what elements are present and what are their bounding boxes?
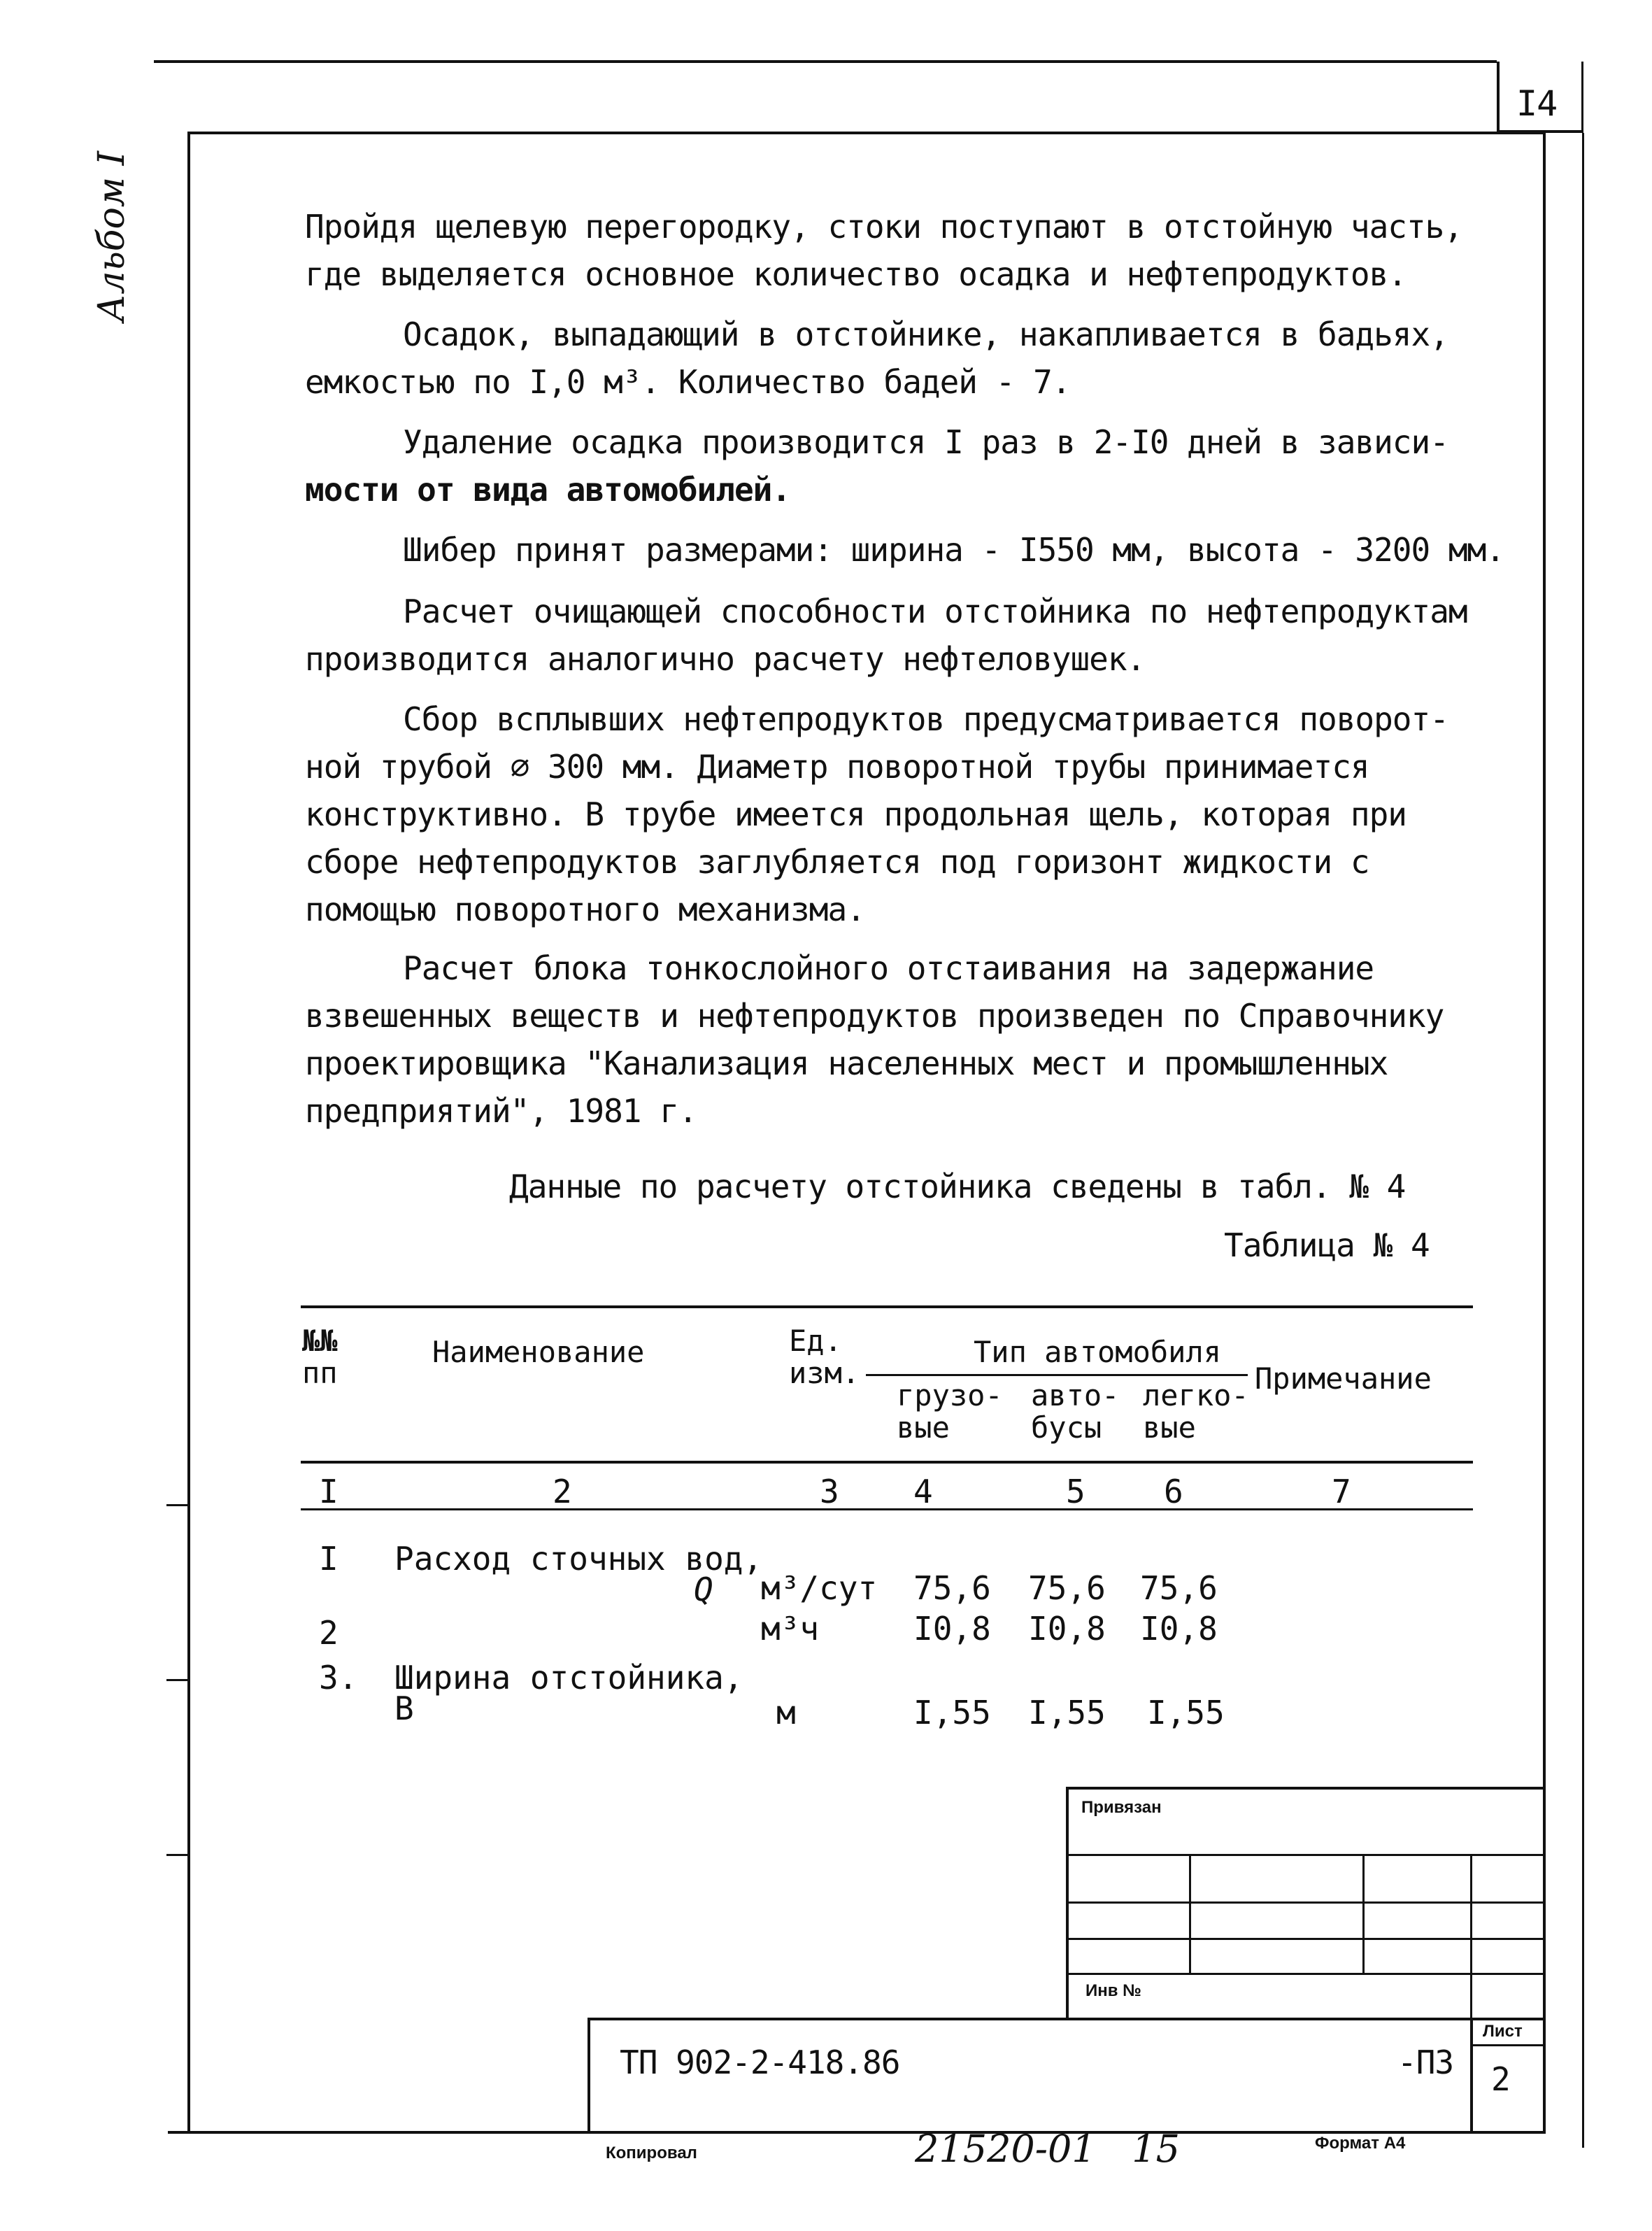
text-line: Расчет очищающей способности отстойника по нефтепродуктам [403, 593, 1467, 630]
footer-format: Формат А4 [1315, 2134, 1406, 2153]
header-unit [789, 1325, 860, 1389]
row-1-unit: м³/сут [761, 1569, 878, 1607]
text-line: помощью поворотного механизма. [305, 891, 865, 928]
header-unit-line1: Ед. [789, 1324, 842, 1358]
list-cell-rule [1470, 2044, 1546, 2046]
margin-note: Альбом I [91, 150, 133, 322]
table-caption: Таблица № 4 [1224, 1226, 1430, 1264]
header-note: Примечание [1255, 1361, 1432, 1396]
row-3-v6: I,55 [1147, 1694, 1225, 1731]
text-line: емкостью по I,0 м³. Количество бадей - 7. [305, 363, 1071, 401]
frame-top [189, 132, 1546, 134]
row-1-num: I [319, 1540, 339, 1578]
list-cell-left [1470, 2018, 1473, 2132]
stamp-vline [1362, 1854, 1365, 1974]
text-line: сборе нефтепродуктов заглубляется под горизонт жидкости с [305, 843, 1369, 881]
stamp-vline [1470, 1854, 1472, 2019]
row-2-v6: I0,8 [1140, 1610, 1218, 1648]
row-1-v6: 75,6 [1140, 1569, 1218, 1607]
text-line: конструктивно. В трубе имеется продольная щель, которая при [305, 795, 1407, 833]
text-line: Расчет блока тонкослойного отстаивания на задержание [403, 949, 1374, 987]
row-3-v5: I,55 [1028, 1694, 1106, 1731]
row-1-v4: 75,6 [913, 1569, 991, 1607]
stamp-rule [1066, 1973, 1546, 1975]
paragraph-1 [305, 203, 1462, 298]
paragraph-3 [305, 418, 1448, 514]
row-3-v4: I,55 [913, 1694, 991, 1731]
col-number: 5 [1066, 1473, 1085, 1510]
stamp-vline [1189, 1854, 1191, 1974]
header-group: Тип автомобиля [974, 1335, 1222, 1369]
text-line: производится аналогично расчету нефтеловушек. [305, 640, 1146, 678]
header-col5-line1: авто- [1031, 1378, 1120, 1412]
header-num-line2: пп [302, 1356, 338, 1390]
header-num [302, 1325, 338, 1389]
margin-tick [166, 1854, 189, 1856]
col-number: 3 [820, 1473, 839, 1510]
group-header-rule [866, 1374, 1248, 1376]
paragraph-6 [305, 695, 1448, 933]
paragraph-8 [509, 1163, 1405, 1210]
table-colnum-rule [301, 1508, 1473, 1510]
row-1-v5: 75,6 [1028, 1569, 1106, 1607]
footer-handwritten: 21520-01 15 [915, 2127, 1180, 2171]
stamp-rule [1066, 1901, 1546, 1904]
paragraph-5 [305, 588, 1467, 683]
title-block-left [588, 2018, 590, 2132]
list-label: Лист [1483, 2022, 1523, 2041]
header-unit-line2: изм. [789, 1356, 860, 1390]
header-col4 [897, 1380, 1003, 1444]
text-line: взвешенных веществ и нефтепродуктов произведен по Справочнику [305, 997, 1444, 1035]
document-code: ТП 902-2-418.86 [620, 2044, 900, 2081]
outer-right-edge [1582, 133, 1584, 2148]
col-number: 7 [1332, 1473, 1351, 1510]
text-line: Пройдя щелевую перегородку, стоки поступают в отстойную часть, [305, 208, 1463, 246]
header-num-line1: №№ [302, 1324, 338, 1358]
text-line: где выделяется основное количество осадка и нефтепродуктов. [305, 255, 1407, 293]
text-line: проектировщика "Канализация населенных мест и промышленных [305, 1044, 1388, 1082]
row-2-num: 2 [319, 1614, 339, 1652]
col-number: I [319, 1473, 339, 1510]
col-number: 6 [1164, 1473, 1183, 1510]
row-1-name-symbol: Q [694, 1571, 713, 1608]
row-3-name-symbol: В [394, 1690, 414, 1727]
header-col5-line2: бусы [1031, 1410, 1102, 1445]
text-line: Сбор всплывших нефтепродуктов предусматривается поворот- [403, 700, 1448, 738]
footer-copied: Копировал [606, 2144, 697, 2162]
stamp-privyazan: Привязан [1081, 1798, 1162, 1817]
header-col4-line2: вые [897, 1410, 950, 1445]
row-2-v5: I0,8 [1028, 1610, 1106, 1648]
row-3-num: 3. [319, 1659, 358, 1697]
row-1-name: Расход сточных вод, [394, 1540, 763, 1578]
row-3-unit: м [776, 1694, 796, 1731]
col-number: 4 [913, 1473, 933, 1510]
margin-tick [166, 1679, 189, 1681]
header-name: Наименование [432, 1335, 645, 1369]
stamp-inv: Инв № [1085, 1981, 1141, 2000]
header-col6-line2: вые [1143, 1410, 1196, 1445]
table-header-rule [301, 1461, 1473, 1464]
text-line: ной трубой ∅ 300 мм. Диаметр поворотной трубы принимается [305, 748, 1369, 786]
title-block-top [589, 2018, 1546, 2020]
text-line: Данные по расчету отстойника сведены в табл. № 4 [509, 1168, 1406, 1205]
row-2-unit: м³ч [761, 1610, 820, 1648]
document-suffix: -ПЗ [1397, 2044, 1454, 2081]
paragraph-4 [305, 526, 1504, 574]
header-col6-line1: легко- [1143, 1378, 1249, 1412]
row-3-name: Ширина отстойника, [394, 1659, 743, 1697]
header-col4-line1: грузо- [897, 1378, 1003, 1412]
row-2-v4: I0,8 [913, 1610, 991, 1648]
stamp-rule [1066, 1854, 1546, 1856]
top-rule [154, 60, 1497, 63]
col-number: 2 [553, 1473, 572, 1510]
text-line: Шибер принят размерами: ширина - I550 мм, высота - 3200 мм. [403, 531, 1504, 569]
stamp-rule [1066, 1938, 1546, 1940]
text-line: мости от вида автомобилей. [305, 471, 791, 509]
text-line: предприятий", 1981 г. [305, 1092, 697, 1130]
paragraph-7 [305, 944, 1444, 1135]
table-top-rule [301, 1305, 1473, 1308]
page-number: I4 [1516, 83, 1558, 124]
text-line: Осадок, выпадающий в отстойнике, накапливается в бадьях, [403, 316, 1448, 353]
header-col6 [1143, 1380, 1249, 1444]
text-line: Удаление осадка производится I раз в 2-I0 дней в зависи- [403, 423, 1448, 461]
list-number: 2 [1491, 2060, 1510, 2098]
paragraph-2 [305, 311, 1448, 406]
margin-tick [166, 1504, 189, 1506]
frame-left [187, 132, 190, 2134]
header-col5 [1031, 1380, 1119, 1444]
